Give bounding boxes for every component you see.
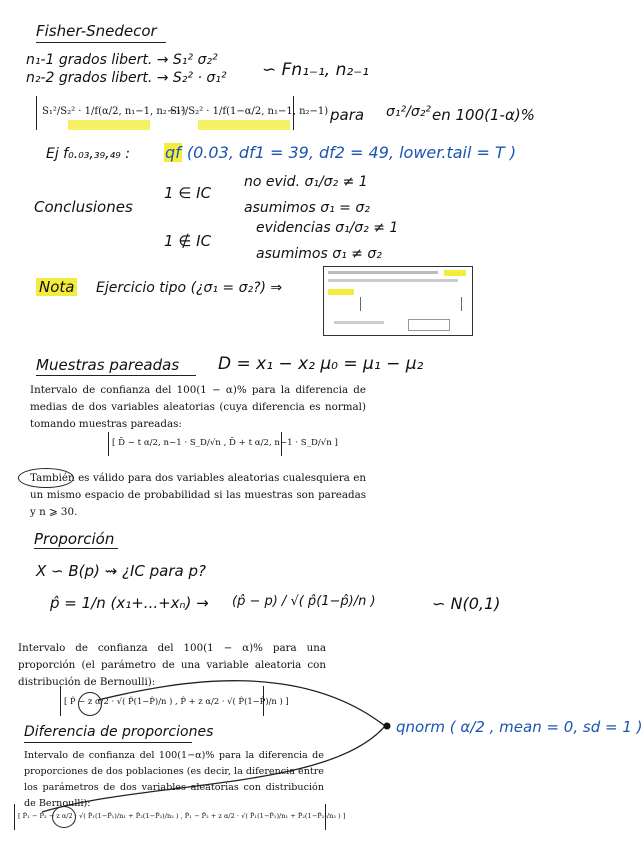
fisher-ratio: σ₁²/σ₂²: [386, 104, 431, 120]
proporcion-norm: ∽ N(0,1): [432, 594, 501, 613]
dif-prop-p1: Intervalo de confianza del 100(1−α)% para la diferencia de proporciones de dos poblaciones (es decir, la diferencia entre los parámetros de dos variables aleatorias con distribución de Bernoulli):: [24, 750, 324, 809]
asumimos-eq: asumimos σ₁ = σ₂: [244, 200, 370, 216]
dif-prop-title-underline: [24, 742, 192, 743]
pareadas-interval: [ D̄ − t α/2, n−1 · S_D/√n , D̄ + t α/2, n−1 · S_D/√n ]: [112, 438, 338, 448]
asumimos-neq: asumimos σ₁ ≠ σ₂: [256, 246, 382, 262]
proporcion-title: Proporción: [34, 530, 115, 548]
dif-prop-title: Diferencia de proporciones: [24, 724, 214, 740]
in-ic: 1 ∈ IC: [164, 184, 212, 202]
fisher-para: para: [330, 106, 365, 124]
fisher-ci-right: S₁²/S₂² · 1/f(1−α/2, n₁−1, n₂−1): [170, 106, 329, 117]
ejercicio-tipo: Ejercicio tipo (¿σ₁ = σ₂?) ⇒: [96, 280, 283, 296]
conclusiones-label: Conclusiones: [34, 198, 133, 216]
pareadas-title: Muestras pareadas: [36, 356, 180, 374]
fisher-dist: ∽ Fn₁₋₁, n₂₋₁: [262, 60, 369, 80]
fisher-title: Fisher-Snedecor: [36, 22, 157, 40]
proporcion-std: (p̂ − p) / √( p̂(1−p̂)/n ): [232, 594, 376, 609]
z-circle-2: [52, 806, 76, 828]
pareadas-formula: D = x₁ − x₂ μ₀ = μ₁ − μ₂: [218, 354, 424, 374]
qnorm-call: qnorm ( α/2 , mean = 0, sd = 1 ): [396, 718, 643, 736]
dif-prop-interval: [ P̂₁ − P̂₂ − z α/2 · √( P̂₁(1−P̂₁)/n₁ + P̂₂(1−P̂₂)/n₂ ) , P̂₁ − P̂₂ + z α/2 · √( P̂₁(1−P̂₁)/n₁ + P̂₂(1−P̂₂)/n₂ ) ]: [18, 812, 346, 820]
nota-label: Nota: [36, 278, 77, 296]
not-ic: 1 ∉ IC: [164, 232, 212, 250]
fisher-line2: n₂-2 grados libert. → S₂² · σ₁²: [26, 70, 227, 86]
pareadas-p1: Intervalo de confianza del 100(1 − α)% para la diferencia de medias de dos variables aleatorias (cuya diferencia es normal) tomando muestras pareadas:: [30, 384, 366, 430]
proporcion-p1: Intervalo de confianza del 100(1 − α)% para una proporción (el parámetro de una variable aleatoria con distribución de Bernoulli):: [18, 642, 326, 688]
pareadas-p2: También es válido para dos variables aleatorias cualesquiera en un mismo espacio de probabilidad si las muestras son pareadas y n ⩾ 30.: [30, 472, 366, 518]
qf-args: (0.03, df1 = 39, df2 = 49, lower.tail = T ): [181, 143, 517, 162]
proporcion-line1: X ∽ B(p) ⇝ ¿IC para p?: [36, 562, 206, 580]
no-evid: no evid. σ₁/σ₂ ≠ 1: [244, 174, 368, 190]
proporcion-phat: p̂ = 1/n (x₁+...+xₙ) →: [50, 594, 209, 612]
evidencias: evidencias σ₁/σ₂ ≠ 1: [256, 220, 399, 236]
fisher-line1: n₁-1 grados libert. → S₁² σ₂²: [26, 52, 218, 68]
fisher-ci-left: S₁²/S₂² · 1/f(α/2, n₁−1, n₂−1): [42, 106, 186, 117]
fisher-example: Ej f₀.₀₃,₃₉,₄₉ :: [46, 146, 130, 162]
qf-highlight: qf: [165, 143, 181, 162]
proporcion-interval: [ P̂ − z α/2 · √( P̂(1−P̂)/n ) , P̂ + z α/2 · √( P̂(1−P̂)/n ) ]: [64, 696, 289, 706]
fisher-conf: en 100(1-α)%: [432, 106, 535, 124]
